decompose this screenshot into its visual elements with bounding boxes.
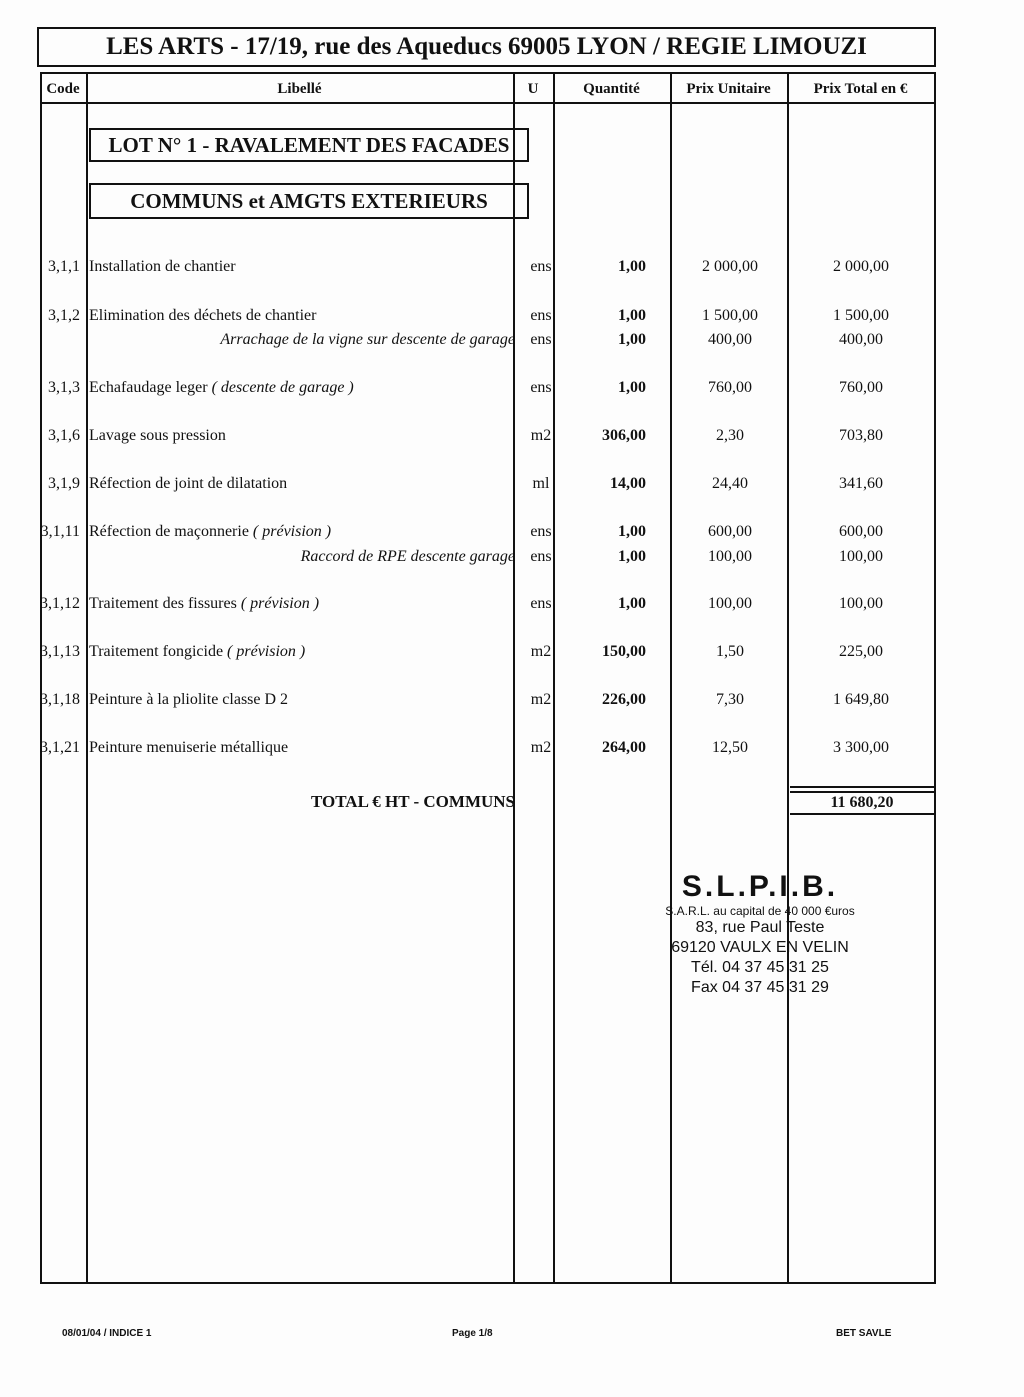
row-prix-total: 400,00 [839,331,883,348]
row-libelle [89,595,515,613]
row-libelle-text: Réfection de maçonnerie [89,523,249,540]
row-prix-total: 600,00 [839,523,883,540]
lot-heading: LOT N° 1 - RAVALEMENT DES FACADES [89,128,529,162]
col-header-quantite: Quantité [583,80,640,97]
table-row [0,475,1024,497]
row-code: 3,1,3 [48,379,80,396]
stamp-tel: Tél. 04 37 45 31 25 [691,959,829,976]
row-code: 3,1,11 [40,523,80,540]
row-prix-total: 2 000,00 [833,258,889,275]
row-libelle-text: Echafaudage leger [89,379,208,396]
stamp-company-name: S.L.P.I.B. [681,870,839,903]
row-code: 3,1,2 [48,307,80,324]
row-note: ( descente de garage ) [211,379,354,396]
row-quantite: 1,00 [618,331,646,348]
row-unit: m2 [530,691,552,708]
column-divider [513,72,515,1282]
row-quantite: 1,00 [618,379,646,396]
footer-page-number: Page 1/8 [452,1328,493,1339]
row-unit: m2 [530,643,552,660]
row-prix-unitaire: 100,00 [708,548,752,565]
header-divider [40,102,934,104]
row-libelle [89,643,515,661]
row-code: 3,1,18 [40,691,80,708]
row-quantite: 150,00 [602,643,646,660]
row-prix-total: 3 300,00 [833,739,889,756]
row-prix-total: 225,00 [839,643,883,660]
row-libelle: Raccord de RPE descente garage [300,548,515,565]
row-prix-total: 1 649,80 [833,691,889,708]
stamp-city: 69120 VAULX EN VELIN [671,939,849,956]
row-libelle: Réfection de joint de dilatation [89,475,288,492]
row-libelle [89,523,515,541]
column-divider [670,72,672,1282]
row-prix-unitaire: 2 000,00 [702,258,758,275]
row-prix-unitaire: 400,00 [708,331,752,348]
table-row [0,691,1024,713]
table-row [0,595,1024,617]
row-code: 3,1,1 [48,258,80,275]
table-row [0,379,1024,401]
row-unit: m2 [530,739,552,756]
row-prix-total: 100,00 [839,595,883,612]
row-libelle: Installation de chantier [89,258,236,275]
row-unit: m2 [530,427,552,444]
document-title: LES ARTS - 17/19, rue des Aqueducs 69005 LYON / REGIE LIMOUZI [37,27,936,67]
table-row [0,739,1024,761]
row-prix-total: 341,60 [839,475,883,492]
table-row [0,427,1024,449]
section-heading: COMMUNS et AMGTS EXTERIEURS [89,183,529,219]
row-libelle-text: Traitement des fissures [89,595,237,612]
stamp-street: 83, rue Paul Teste [695,919,825,936]
row-prix-total: 703,80 [839,427,883,444]
row-code: 3,1,13 [40,643,80,660]
row-prix-unitaire: 100,00 [708,595,752,612]
company-stamp [620,870,900,998]
total-divider [790,786,934,788]
table-row [0,523,1024,545]
row-prix-unitaire: 600,00 [708,523,752,540]
table-row [0,643,1024,665]
row-prix-total: 100,00 [839,548,883,565]
col-header-code: Code [46,80,80,97]
row-quantite: 306,00 [602,427,646,444]
row-quantite: 226,00 [602,691,646,708]
row-note: ( prévision ) [227,643,306,660]
row-libelle: Arrachage de la vigne sur descente de garage [220,331,515,348]
col-header-unit: U [527,80,539,97]
row-code: 3,1,21 [40,739,80,756]
row-libelle: Peinture à la pliolite classe D 2 [89,691,289,708]
table-row [0,548,1024,570]
row-prix-total: 760,00 [839,379,883,396]
row-code: 3,1,9 [48,475,80,492]
row-quantite: 1,00 [618,307,646,324]
row-libelle: Elimination des déchets de chantier [89,307,317,324]
row-libelle: Peinture menuiserie métallique [89,739,289,756]
row-unit: ml [532,475,550,492]
row-unit: ens [530,548,552,565]
table-row [0,307,1024,329]
row-unit: ens [530,595,552,612]
row-prix-unitaire: 2,30 [716,427,744,444]
column-divider [86,72,88,1282]
col-header-prix-total: Prix Total en € [813,80,908,97]
row-quantite: 1,00 [618,548,646,565]
column-divider [787,72,789,1282]
footer-date-indice: 08/01/04 / INDICE 1 [62,1328,152,1339]
row-code: 3,1,12 [40,595,80,612]
row-libelle [89,379,515,397]
row-unit: ens [530,379,552,396]
stamp-capital: S.A.R.L. au capital de 40 000 €uros [665,904,855,918]
row-quantite: 1,00 [618,595,646,612]
row-quantite: 14,00 [610,475,646,492]
row-note: ( prévision ) [252,523,332,540]
total-value: 11 680,20 [790,791,934,815]
row-libelle: Lavage sous pression [89,427,226,444]
column-divider [553,72,555,1282]
table-row [0,331,1024,353]
table-frame [40,72,936,1284]
stamp-fax: Fax 04 37 45 31 29 [691,979,829,996]
row-quantite: 1,00 [618,523,646,540]
table-row [0,258,1024,280]
row-prix-total: 1 500,00 [833,307,889,324]
row-prix-unitaire: 1,50 [716,643,744,660]
row-prix-unitaire: 760,00 [708,379,752,396]
row-prix-unitaire: 1 500,00 [702,307,758,324]
row-note: ( prévision ) [240,595,320,612]
row-unit: ens [530,258,552,275]
row-unit: ens [530,523,552,540]
row-unit: ens [530,307,552,324]
row-prix-unitaire: 7,30 [716,691,744,708]
row-quantite: 264,00 [602,739,646,756]
row-quantite: 1,00 [618,258,646,275]
row-prix-unitaire: 24,40 [712,475,748,492]
row-unit: ens [530,331,552,348]
total-label: TOTAL € HT - COMMUNS [310,792,515,811]
footer-bet: BET SAVLE [836,1328,892,1339]
col-header-prix-unitaire: Prix Unitaire [686,80,771,97]
col-header-libelle: Libellé [277,80,322,97]
row-prix-unitaire: 12,50 [712,739,748,756]
row-code: 3,1,6 [48,427,80,444]
row-libelle-text: Traitement fongicide [89,643,224,660]
